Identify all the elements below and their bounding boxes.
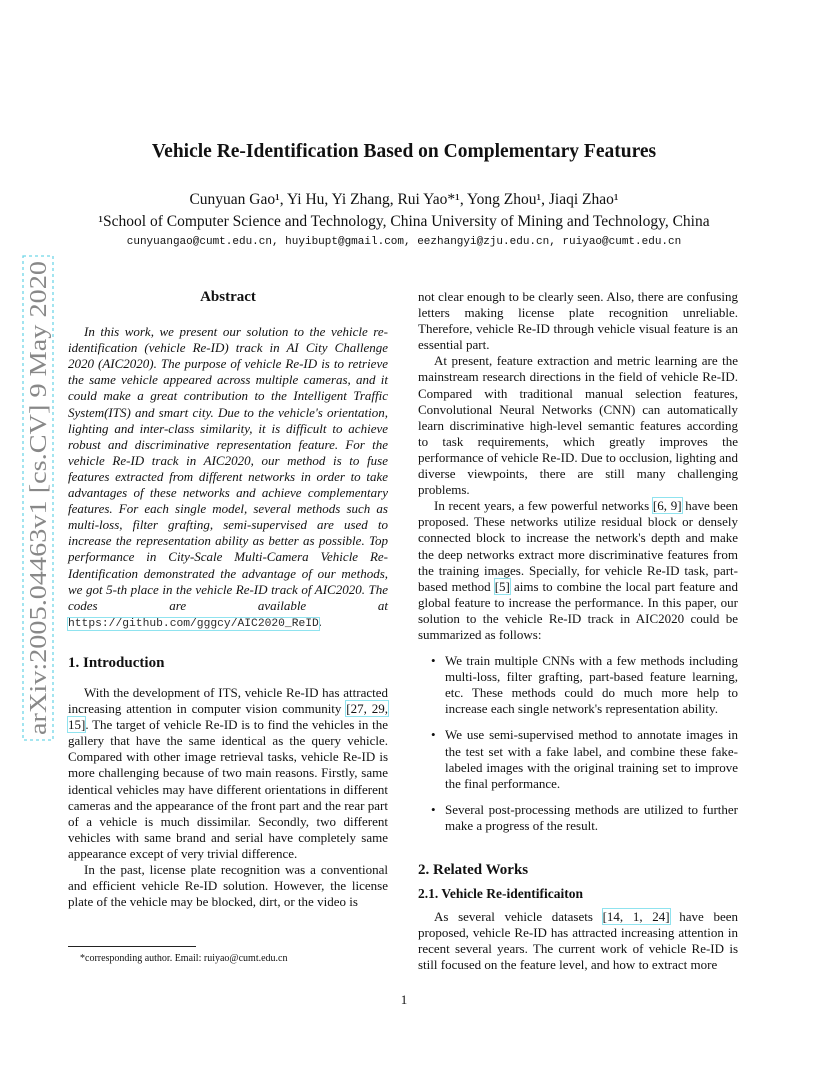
citation-link[interactable]: [14, 1, 24]: [602, 909, 670, 925]
right-column: [418, 289, 738, 974]
intro-p4-b: have been proposed. These networks utilize residual block or densely connected block to increase the network's depth and make the deep networks extract more discriminative features from the training images. Specially, for vehicle Re-ID task, part-based method: [418, 498, 738, 594]
footnote-divider: [68, 946, 196, 947]
intro-p1-start: With the development of ITS, vehicle Re-ID has attracted increasing attention in computer vision community: [68, 684, 388, 717]
left-column: [68, 289, 388, 910]
author-emails: cunyuangao@cumt.edu.cn, huyibupt@gmail.com, eezhangyi@zju.edu.cn, ruiyao@cumt.edu.cn: [126, 236, 682, 248]
list-item: • Several post-processing methods are utilized to further make a progress of the result.: [445, 802, 738, 834]
intro-paragraph-3: At present, feature extraction and metric learning are the mainstream research directions in the field of vehicle Re-ID. Compared with traditional manual selection features, Convolutional Neural Networks (CNN) can automatically learn discriminative high-level semantic features according to task requirements, which greatly improves the performance of vehicle Re-ID. Due to occlusion, lighting and diverse viewpoints, there are still many challenging problems.: [418, 353, 738, 498]
affiliation: ¹School of Computer Science and Technology, China University of Mining and Technology, China: [98, 213, 710, 230]
list-item: • We use semi-supervised method to annotate images in the test set with a fake label, and combine these fake-labeled images with the original training set to improve the final performance.: [445, 727, 738, 791]
citation-link[interactable]: [27, 29, 15]: [68, 701, 388, 733]
section-heading-introduction: 1. Introduction: [68, 654, 165, 671]
related-p1-start: As several vehicle datasets: [434, 909, 603, 925]
intro-paragraph-1: [68, 685, 388, 862]
arxiv-identifier[interactable]: arXiv:2005.04463v1 [cs.CV] 9 May 2020: [25, 323, 52, 735]
footnote: *corresponding author. Email: ruiyao@cumt.edu.cn: [80, 953, 288, 964]
list-item: • We train multiple CNNs with a few methods including multi-loss, filter grafting, part-based feature learning, etc. These methods could do much more help to increase each single network's representation ability.: [445, 653, 738, 717]
abstract-heading: Abstract: [200, 289, 256, 305]
intro-p4-c: aims to combine the local part feature and global feature to increase the performance. In this paper, our solution to the vehicle Re-ID track in AIC2020 could be summarized as follows:: [418, 578, 739, 642]
code-link[interactable]: https://github.com/gggcy/AIC2020_ReID: [68, 617, 319, 630]
related-p1-end: have been proposed, vehicle Re-ID has attracted increasing attention in recent several years. The current work of vehicle Re-ID is still focused on the feature level, and how to extract more: [418, 909, 738, 973]
contribution-list: [418, 653, 738, 834]
related-paragraph-1: [418, 909, 738, 973]
arxiv-stamp: [22, 255, 54, 741]
intro-paragraph-2: In the past, license plate recognition was a conventional and efficient vehicle Re-ID solution. However, the license plate of the vehicle may be blocked, dirt, or the video is: [68, 862, 388, 910]
abstract-text: [68, 324, 388, 632]
intro-p1-end: . The target of vehicle Re-ID is to find the vehicles in the gallery that have the same identical as the query vehicle. Compared with other image retrieval tasks, vehicle Re-ID is more challenging because of two main reasons. Firstly, same identical vehicles may have different orientations in different cameras and the appearance of the front part and the rear part of a vehicle is much dissimilar. Secondly, two different vehicles with same brand and serial have completely same appearance except of very trivial difference.: [68, 717, 388, 861]
section-heading-related-works: 2. Related Works: [418, 862, 529, 878]
author-list: Cunyuan Gao¹, Yi Hu, Yi Zhang, Rui Yao*¹, Yong Zhou¹, Jiaqi Zhao¹: [189, 191, 619, 208]
intro-paragraph-4: [418, 498, 738, 643]
citation-link[interactable]: [5]: [494, 578, 510, 594]
paper-title: Vehicle Re-Identification Based on Complementary Features: [151, 141, 657, 162]
intro-paragraph-2-continued: not clear enough to be clearly seen. Also, there are confusing letters making license plate recognition unreliable. Therefore, vehicle Re-ID through vehicle visual feature is an essential part.: [418, 289, 738, 353]
abstract-body: In this work, we present our solution to the vehicle re-identification (vehicle Re-ID) track in AI City Challenge 2020 (AIC2020). The purpose of vehicle Re-ID is to retrieve the same vehicle appeared across multiple cameras, and it could make a great contribution to the Intelligent Traffic System(ITS) and smart city. Due to the vehicle's orientation, lighting and inter-class similarity, it is difficult to achieve robust and discriminative representation feature. For the vehicle Re-ID track in AIC2020, our method is to fuse features extracted from different networks in order to take advantages of these networks and achieve complementary features. For each single model, several methods such as multi-loss, filter grafting, semi-supervised are used to increase the representation ability as better as possible. Top performance in City-Scale Multi-Camera Vehicle Re-Identification demonstrated the advantage of our methods, we got 5-th place in the vehicle Re-ID track of AIC2020. The codes are available at: [68, 324, 388, 613]
subsection-heading-vehicle-reid: 2.1. Vehicle Re-identificaiton: [418, 886, 583, 902]
citation-link[interactable]: [6, 9]: [652, 498, 682, 514]
abstract-end: .: [318, 613, 323, 629]
page-number: 1: [400, 992, 408, 1007]
intro-p4-a: In recent years, a few powerful networks: [434, 498, 653, 514]
